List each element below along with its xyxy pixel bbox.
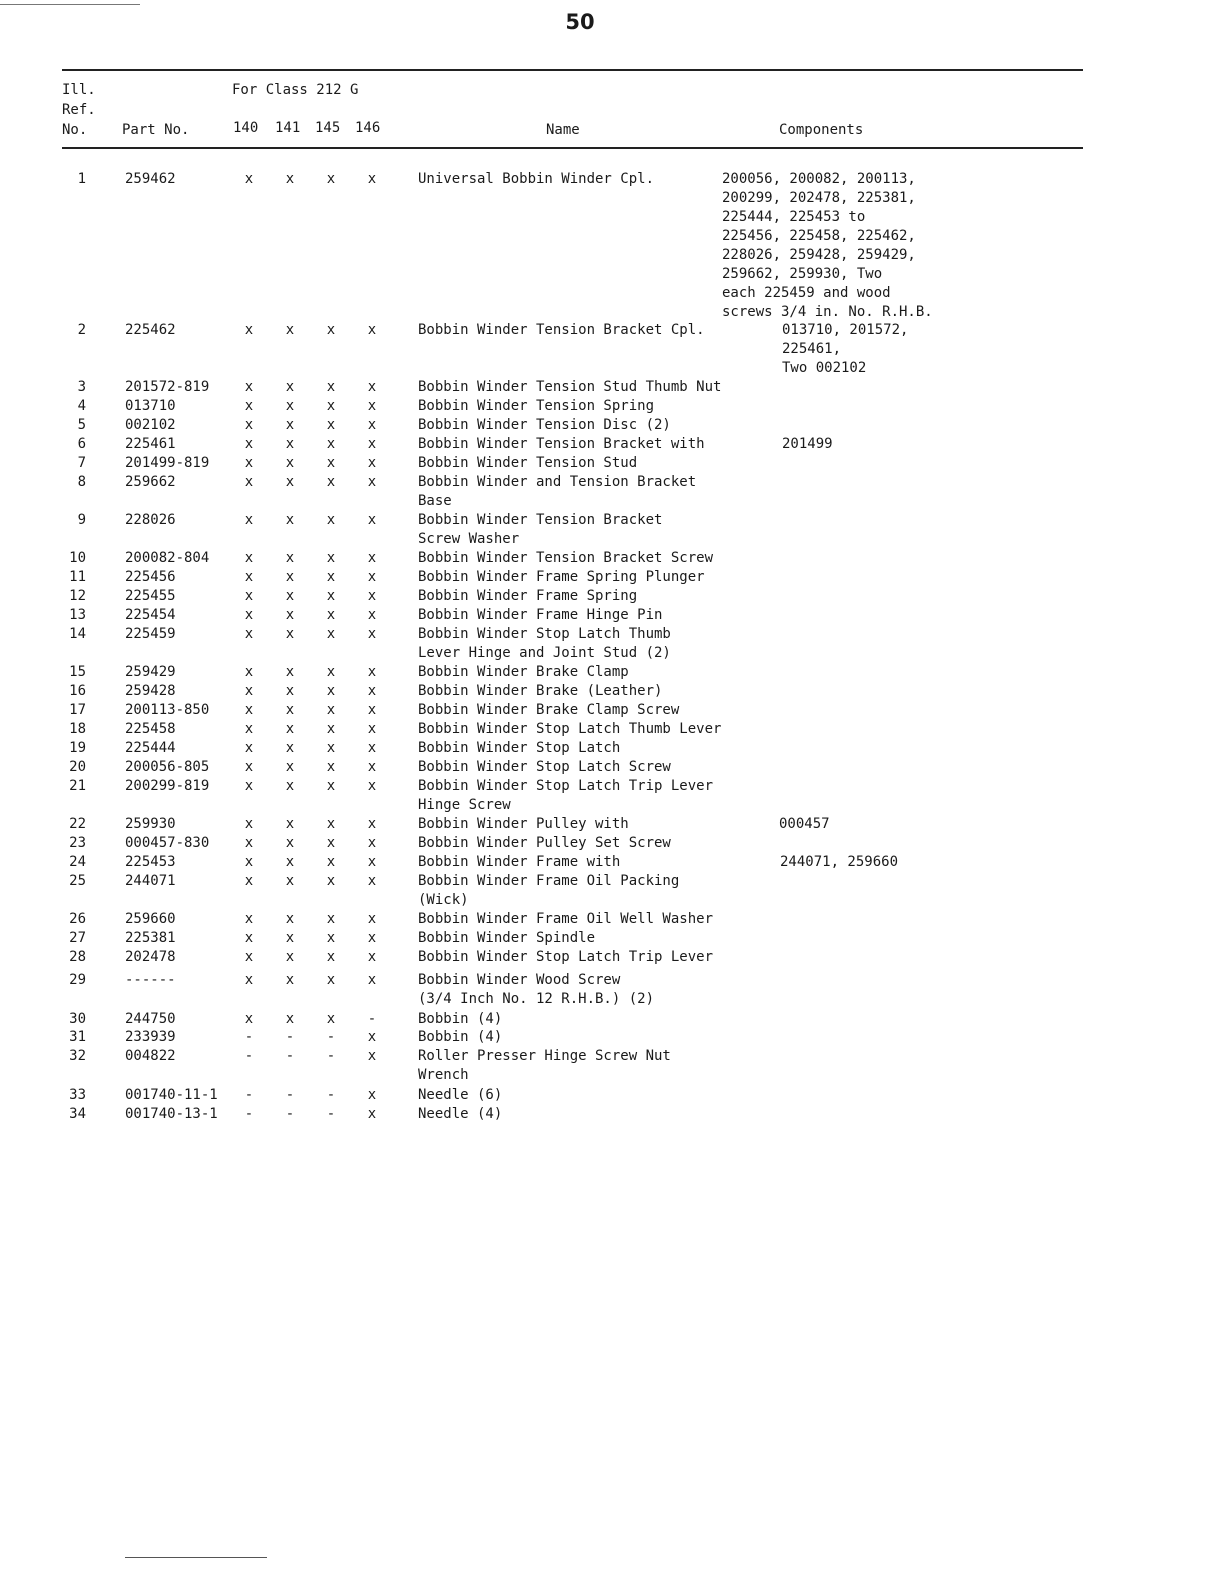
model-mark-141: x [285,607,295,623]
model-mark-141: x [285,569,295,585]
part-number: 000457-830 [125,835,210,851]
ref-number: 33 [69,1087,86,1103]
model-mark-145: x [326,569,336,585]
ref-number: 10 [69,550,86,566]
part-number: 225459 [125,626,176,642]
part-name: Bobbin Winder Frame Spring [418,588,638,604]
model-mark-146: x [367,740,377,756]
model-mark-140: x [244,683,254,699]
model-mark-146: x [367,949,377,965]
model-mark-140: x [244,171,254,187]
ref-number: 31 [69,1029,86,1045]
part-number: 200113-850 [125,702,210,718]
ref-number: 23 [69,835,86,851]
model-mark-146: x [367,1029,377,1045]
model-mark-145: x [326,436,336,452]
model-mark-140: x [244,949,254,965]
ref-number: 30 [69,1011,86,1027]
part-number: 225381 [125,930,176,946]
model-mark-145: x [326,721,336,737]
components: 013710, 201572, 225461, Two 002102 [782,322,909,376]
model-mark-140: x [244,569,254,585]
header-model-145: 145 [315,120,341,136]
part-number: 201572-819 [125,379,210,395]
model-mark-146: x [367,569,377,585]
model-mark-140: x [244,417,254,433]
part-name: Bobbin Winder Frame Oil Well Washer [418,911,714,927]
model-mark-146: x [367,379,377,395]
model-mark-145: x [326,778,336,794]
part-name: Bobbin Winder Tension Spring [418,398,655,414]
model-mark-145: x [326,379,336,395]
ref-number: 21 [69,778,86,794]
part-number: 225455 [125,588,176,604]
model-mark-145: x [326,607,336,623]
model-mark-141: x [285,854,295,870]
page-number: 50 [565,10,595,34]
model-mark-146: x [367,721,377,737]
model-mark-145: - [326,1048,336,1064]
part-number: 013710 [125,398,176,414]
header-part-no: Part No. [122,122,190,138]
model-mark-145: x [326,759,336,775]
part-number: 200299-819 [125,778,210,794]
model-mark-146: x [367,911,377,927]
part-name: Bobbin Winder and Tension Bracket Base [418,474,697,509]
model-mark-141: x [285,512,295,528]
model-mark-145: x [326,626,336,642]
part-number: 200082-804 [125,550,210,566]
model-mark-145: x [326,949,336,965]
model-mark-140: - [244,1029,254,1045]
ref-number: 12 [69,588,86,604]
header-ref-line3: No. [62,122,88,138]
part-name: Bobbin Winder Brake Clamp [418,664,629,680]
model-mark-146: x [367,588,377,604]
part-name: Bobbin Winder Tension Bracket with [418,436,705,452]
part-name: Universal Bobbin Winder Cpl. [418,171,655,187]
ref-number: 3 [77,379,86,395]
model-mark-145: x [326,835,336,851]
header-model-141: 141 [275,120,301,136]
part-name: Bobbin (4) [418,1011,503,1027]
model-mark-145: x [326,1011,336,1027]
model-mark-145: x [326,683,336,699]
header-class-label: For Class 212 G [232,82,359,98]
part-number: 259428 [125,683,176,699]
part-name: Bobbin Winder Pulley Set Screw [418,835,671,851]
model-mark-146: x [367,474,377,490]
model-mark-141: x [285,550,295,566]
header-name: Name [546,122,580,138]
model-mark-146: x [367,322,377,338]
model-mark-146: x [367,873,377,889]
header-model-140: 140 [233,120,259,136]
model-mark-141: x [285,759,295,775]
model-mark-141: x [285,588,295,604]
ref-number: 5 [77,417,86,433]
part-number: 225458 [125,721,176,737]
part-name: Bobbin Winder Tension Bracket Cpl. [418,322,705,338]
model-mark-141: x [285,474,295,490]
model-mark-140: x [244,512,254,528]
model-mark-141: x [285,379,295,395]
model-mark-146: x [367,398,377,414]
model-mark-146: x [367,1106,377,1122]
part-number: 244750 [125,1011,176,1027]
part-name: Needle (6) [418,1087,503,1103]
ref-number: 2 [77,322,86,338]
model-mark-146: x [367,759,377,775]
model-mark-141: x [285,664,295,680]
model-mark-140: x [244,607,254,623]
model-mark-140: x [244,322,254,338]
part-name: Bobbin Winder Stop Latch Thumb Lever [418,721,722,737]
ref-number: 14 [69,626,86,642]
part-name: Bobbin Winder Frame with [418,854,621,870]
ref-number: 27 [69,930,86,946]
part-name: Bobbin Winder Spindle [418,930,596,946]
ref-number: 34 [69,1106,86,1122]
model-mark-141: x [285,702,295,718]
model-mark-141: x [285,626,295,642]
model-mark-140: x [244,930,254,946]
part-number: 225461 [125,436,176,452]
model-mark-146: x [367,854,377,870]
part-number: 259462 [125,171,176,187]
model-mark-141: x [285,721,295,737]
part-number: 233939 [125,1029,176,1045]
part-name: Bobbin Winder Tension Bracket Screw Washer [418,512,663,547]
part-number: ------ [125,972,176,988]
part-name: Bobbin Winder Brake Clamp Screw [418,702,680,718]
model-mark-146: x [367,455,377,471]
part-name: Bobbin Winder Stop Latch Screw [418,759,671,775]
model-mark-141: x [285,740,295,756]
part-number: 225453 [125,854,176,870]
model-mark-140: - [244,1087,254,1103]
model-mark-146: x [367,972,377,988]
model-mark-146: x [367,702,377,718]
part-number: 200056-805 [125,759,210,775]
footer-line [125,1557,267,1558]
part-number: 002102 [125,417,176,433]
model-mark-146: x [367,1048,377,1064]
model-mark-140: x [244,854,254,870]
part-name: Bobbin Winder Stop Latch Trip Lever Hinge Screw [418,778,714,813]
part-number: 001740-11-1 [125,1087,218,1103]
model-mark-145: x [326,171,336,187]
part-number: 259429 [125,664,176,680]
ref-number: 28 [69,949,86,965]
model-mark-146: x [367,550,377,566]
ref-number: 20 [69,759,86,775]
components: 000457 [779,816,830,832]
model-mark-141: x [285,455,295,471]
ref-number: 32 [69,1048,86,1064]
model-mark-140: x [244,626,254,642]
model-mark-146: x [367,171,377,187]
model-mark-146: x [367,683,377,699]
model-mark-145: x [326,417,336,433]
model-mark-145: - [326,1029,336,1045]
header-model-146: 146 [355,120,381,136]
model-mark-141: x [285,873,295,889]
header-ref-line2: Ref. [62,102,96,118]
part-name: Bobbin Winder Pulley with [418,816,629,832]
scan-edge-line [0,4,140,5]
model-mark-146: x [367,626,377,642]
model-mark-146: x [367,816,377,832]
model-mark-141: x [285,417,295,433]
model-mark-145: x [326,740,336,756]
model-mark-140: x [244,873,254,889]
model-mark-146: x [367,512,377,528]
model-mark-145: x [326,588,336,604]
model-mark-141: x [285,322,295,338]
model-mark-140: x [244,1011,254,1027]
model-mark-141: x [285,972,295,988]
model-mark-140: x [244,436,254,452]
model-mark-145: x [326,512,336,528]
ref-number: 26 [69,911,86,927]
part-number: 225454 [125,607,176,623]
part-name: Bobbin Winder Tension Stud Thumb Nut [418,379,722,395]
part-name: Bobbin Winder Frame Spring Plunger [418,569,705,585]
ref-number: 18 [69,721,86,737]
part-name: Bobbin Winder Stop Latch Trip Lever [418,949,714,965]
ref-number: 17 [69,702,86,718]
model-mark-146: x [367,664,377,680]
part-number: 225456 [125,569,176,585]
model-mark-140: x [244,778,254,794]
part-number: 259930 [125,816,176,832]
model-mark-141: - [285,1048,295,1064]
part-name: Bobbin Winder Tension Stud [418,455,638,471]
model-mark-141: x [285,1011,295,1027]
model-mark-145: x [326,702,336,718]
model-mark-146: x [367,835,377,851]
model-mark-140: x [244,816,254,832]
ref-number: 16 [69,683,86,699]
components: 201499 [782,436,833,452]
model-mark-141: x [285,835,295,851]
ref-number: 15 [69,664,86,680]
model-mark-146: x [367,1087,377,1103]
model-mark-140: - [244,1048,254,1064]
part-number: 202478 [125,949,176,965]
ref-number: 19 [69,740,86,756]
model-mark-146: x [367,930,377,946]
ref-number: 1 [77,171,86,187]
model-mark-140: x [244,398,254,414]
model-mark-145: x [326,873,336,889]
model-mark-140: x [244,474,254,490]
model-mark-146: x [367,436,377,452]
part-name: Roller Presser Hinge Screw Nut Wrench [418,1048,671,1083]
part-name: Bobbin Winder Tension Disc (2) [418,417,671,433]
part-name: Bobbin Winder Frame Oil Packing (Wick) [418,873,680,908]
part-name: Bobbin (4) [418,1029,503,1045]
part-name: Bobbin Winder Brake (Leather) [418,683,663,699]
model-mark-140: x [244,588,254,604]
ref-number: 22 [69,816,86,832]
header-components: Components [779,122,864,138]
model-mark-146: x [367,607,377,623]
ref-number: 7 [77,455,86,471]
ref-number: 13 [69,607,86,623]
model-mark-141: x [285,930,295,946]
model-mark-141: x [285,683,295,699]
part-name: Needle (4) [418,1106,503,1122]
model-mark-140: x [244,740,254,756]
model-mark-146: x [367,417,377,433]
ref-number: 8 [77,474,86,490]
model-mark-145: x [326,854,336,870]
ref-number: 9 [77,512,86,528]
header-bottom-rule [62,147,1083,149]
part-number: 259662 [125,474,176,490]
model-mark-140: x [244,911,254,927]
model-mark-145: - [326,1087,336,1103]
model-mark-141: x [285,778,295,794]
model-mark-141: - [285,1029,295,1045]
model-mark-140: x [244,721,254,737]
components: 244071, 259660 [780,854,899,870]
components: 200056, 200082, 200113, 200299, 202478, 225381, 225444, 225453 to 225456, 225458, 225462, 228026, 259428, 259429, 259662, 259930, Two each 225459 and wood screws 3/4 in. No. R.H.B. [722,171,933,320]
part-number: 004822 [125,1048,176,1064]
model-mark-140: x [244,835,254,851]
model-mark-140: x [244,759,254,775]
model-mark-140: - [244,1106,254,1122]
model-mark-145: x [326,816,336,832]
ref-number: 24 [69,854,86,870]
model-mark-145: - [326,1106,336,1122]
part-number: 228026 [125,512,176,528]
ref-number: 11 [69,569,86,585]
part-name: Bobbin Winder Wood Screw (3/4 Inch No. 12 R.H.B.) (2) [418,972,655,1007]
model-mark-140: x [244,379,254,395]
ref-number: 25 [69,873,86,889]
header-ref-line1: Ill. [62,82,96,98]
part-number: 244071 [125,873,176,889]
model-mark-141: x [285,436,295,452]
model-mark-145: x [326,322,336,338]
model-mark-146: - [367,1011,377,1027]
part-number: 259660 [125,911,176,927]
ref-number: 6 [77,436,86,452]
part-name: Bobbin Winder Tension Bracket Screw [418,550,714,566]
model-mark-140: x [244,550,254,566]
model-mark-145: x [326,911,336,927]
model-mark-141: x [285,949,295,965]
model-mark-145: x [326,972,336,988]
model-mark-145: x [326,455,336,471]
model-mark-140: x [244,972,254,988]
part-name: Bobbin Winder Frame Hinge Pin [418,607,663,623]
ref-number: 29 [69,972,86,988]
model-mark-141: - [285,1106,295,1122]
model-mark-140: x [244,455,254,471]
model-mark-145: x [326,398,336,414]
part-number: 001740-13-1 [125,1106,218,1122]
header-top-rule [62,69,1083,71]
model-mark-141: x [285,171,295,187]
model-mark-141: x [285,398,295,414]
part-number: 225444 [125,740,176,756]
model-mark-145: x [326,664,336,680]
model-mark-145: x [326,550,336,566]
model-mark-140: x [244,664,254,680]
ref-number: 4 [77,398,86,414]
part-name: Bobbin Winder Stop Latch [418,740,621,756]
model-mark-146: x [367,778,377,794]
part-name: Bobbin Winder Stop Latch Thumb Lever Hinge and Joint Stud (2) [418,626,671,661]
model-mark-141: x [285,911,295,927]
model-mark-141: x [285,816,295,832]
model-mark-141: - [285,1087,295,1103]
model-mark-145: x [326,930,336,946]
model-mark-145: x [326,474,336,490]
part-number: 201499-819 [125,455,210,471]
model-mark-140: x [244,702,254,718]
part-number: 225462 [125,322,176,338]
